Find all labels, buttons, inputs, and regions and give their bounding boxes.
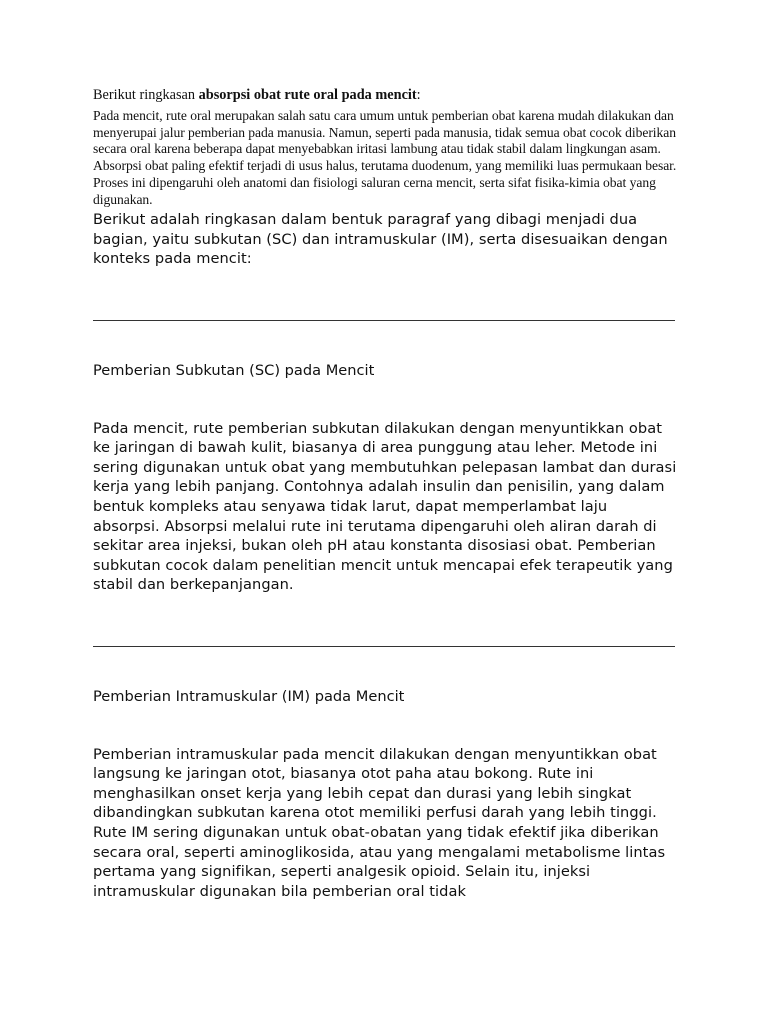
section-body-subkutan: Pada mencit, rute pemberian subkutan dilakukan dengan menyuntikkan obat ke jaringan di bawah kulit, biasanya di area punggung atau leher. Metode ini sering digunakan untuk obat yang membutuhkan pelepasan lambat dan durasi kerja yang lebih panjang. Contohnya adalah insulin dan penisilin, yang dalam bentuk kompleks atau senyawa tidak larut, dapat memperlambat laju absorpsi. Absorpsi melalui rute ini terutama dipengaruhi oleh aliran darah di sekitar area injeksi, bukan oleh pH atau konstanta disosiasi obat. Pemberian subkutan cocok dalam penelitian mencit untuk mencapai efek terapeutik yang stabil dan berkepanjangan. (93, 419, 677, 594)
intro-line (93, 86, 678, 105)
section-heading-subkutan: Pemberian Subkutan (SC) pada Mencit (93, 362, 375, 379)
intro-bold-topic: absorpsi obat rute oral pada mencit (198, 87, 417, 103)
oral-absorption-paragraph: Pada mencit, rute oral merupakan salah satu cara umum untuk pemberian obat karena mudah dilakukan dan menyerupai jalur pemberian pada manusia. Namun, seperti pada manusia, tidak semua obat cocok diberikan secara oral karena beberapa dapat menyebabkan iritasi lambung atau tidak stabil dalam lingkungan asam. Absorpsi obat paling efektif terjadi di usus halus, terutama duodenum, yang memiliki luas permukaan besar. Proses ini dipengaruhi oleh anatomi dan fisiologi saluran cerna mencit, serta sifat fisika-kimia obat yang digunakan. (93, 108, 677, 207)
intro-prefix: Berikut ringkasan (93, 87, 199, 103)
summary-paragraph: Berikut adalah ringkasan dalam bentuk paragraf yang dibagi menjadi dua bagian, yaitu subkutan (SC) dan intramuskular (IM), serta disesuaikan dengan konteks pada mencit: (93, 211, 668, 268)
section-divider (93, 646, 675, 647)
section-divider (93, 320, 675, 321)
section-body-intramuskular: Pemberian intramuskular pada mencit dilakukan dengan menyuntikkan obat langsung ke jaringan otot, biasanya otot paha atau bokong. Rute ini menghasilkan onset kerja yang lebih cepat dan durasi yang lebih singkat dibandingkan subkutan karena otot memiliki perfusi darah yang lebih tinggi. Rute IM sering digunakan untuk obat-obatan yang tidak efektif jika diberikan secara oral, seperti aminoglikosida, atau yang mengalami metabolisme lintas pertama yang signifikan, seperti analgesik opioid. Selain itu, injeksi intramuskular digunakan bila pemberian oral tidak (93, 745, 666, 900)
section-heading-intramuskular: Pemberian Intramuskular (IM) pada Mencit (93, 687, 405, 705)
document-page (93, 86, 678, 901)
intro-suffix: : (416, 87, 421, 103)
